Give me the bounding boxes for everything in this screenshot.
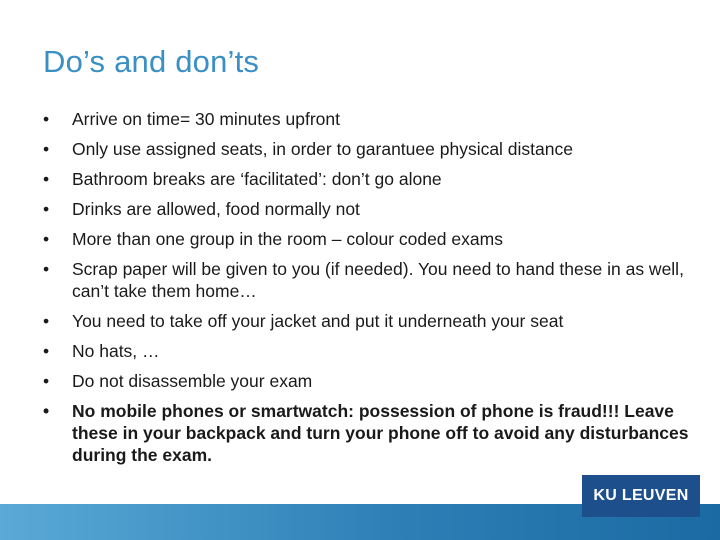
bullet-item: [43, 138, 703, 160]
bullet-item-warning: [43, 400, 703, 466]
bullet-text: More than one group in the room – colour coded exams: [72, 229, 503, 249]
bullet-icon: •: [43, 139, 50, 159]
bullet-icon: •: [43, 401, 50, 421]
bullet-text: You need to take off your jacket and put it underneath your seat: [72, 311, 564, 331]
bullet-icon: •: [43, 371, 50, 391]
bullet-text: No mobile phones or smartwatch: possession of phone is fraud!!! Leave these in your backpack and turn your phone off to avoid any disturbances during the exam.: [72, 401, 689, 465]
bullet-icon: •: [43, 259, 50, 279]
bullet-item: [43, 228, 703, 250]
slide-title: Do’s and don’ts: [43, 44, 260, 79]
bullet-icon: •: [43, 341, 50, 361]
bullet-item: [43, 198, 703, 220]
bullet-text: Only use assigned seats, in order to garantuee physical distance: [72, 139, 573, 159]
bullet-item: [43, 310, 703, 332]
bullet-list: [43, 108, 703, 474]
bullet-item: [43, 340, 703, 362]
bullet-text: Arrive on time= 30 minutes upfront: [72, 109, 340, 129]
bullet-item: [43, 370, 703, 392]
bullet-text: No hats, …: [72, 341, 160, 361]
bullet-item: [43, 168, 703, 190]
bullet-icon: •: [43, 109, 50, 129]
bullet-text: Do not disassemble your exam: [72, 371, 313, 391]
bullet-icon: •: [43, 229, 50, 249]
bullet-text: Drinks are allowed, food normally not: [72, 199, 360, 219]
bullet-text: Bathroom breaks are ‘facilitated’: don’t go alone: [72, 169, 442, 189]
bullet-icon: •: [43, 311, 50, 331]
bullet-icon: •: [43, 169, 50, 189]
bullet-item: [43, 108, 703, 130]
bullet-item: [43, 258, 703, 302]
bullet-text: Scrap paper will be given to you (if needed). You need to hand these in as well, can’t take them home…: [72, 259, 684, 301]
bullet-icon: •: [43, 199, 50, 219]
ku-leuven-logo: KU LEUVEN: [582, 475, 700, 517]
